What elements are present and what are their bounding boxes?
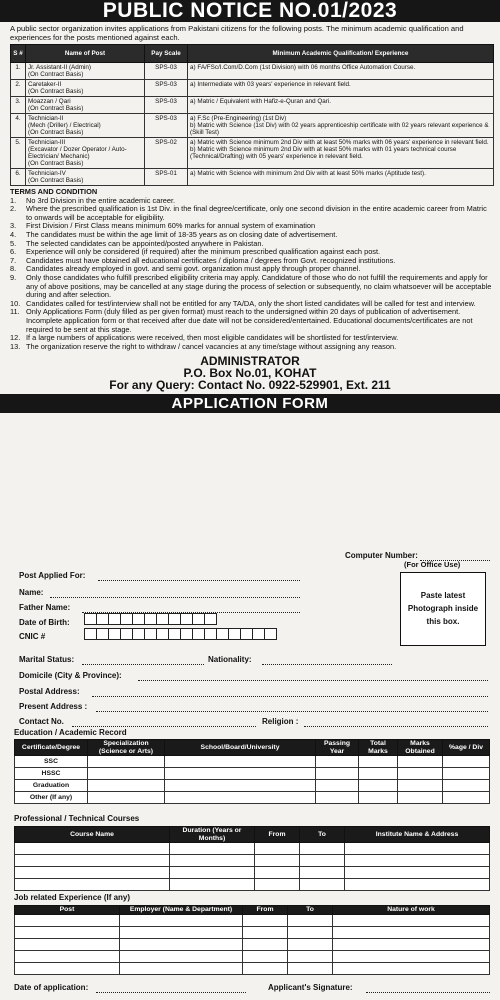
professional-row bbox=[15, 843, 490, 855]
professional-cell[interactable] bbox=[170, 879, 255, 891]
experience-row bbox=[15, 926, 490, 938]
term-item bbox=[10, 205, 494, 222]
experience-cell[interactable] bbox=[333, 962, 490, 974]
term-number: 4. bbox=[10, 229, 17, 239]
professional-cell[interactable] bbox=[15, 843, 170, 855]
professional-cell[interactable] bbox=[15, 855, 170, 867]
col-post: Name of Post bbox=[26, 45, 145, 63]
experience-cell[interactable] bbox=[243, 938, 288, 950]
marital-label: Marital Status: bbox=[19, 655, 75, 664]
education-cell[interactable] bbox=[316, 768, 359, 780]
posts-table bbox=[10, 44, 494, 186]
computer-number-label: Computer Number: bbox=[345, 551, 418, 560]
col-qual: Minimum Academic Qualification/ Experience bbox=[188, 45, 494, 63]
present-field[interactable] bbox=[96, 710, 488, 712]
professional-row bbox=[15, 867, 490, 879]
term-item bbox=[10, 343, 494, 352]
education-row bbox=[15, 792, 490, 804]
experience-row bbox=[15, 950, 490, 962]
religion-field[interactable] bbox=[304, 725, 488, 727]
education-cell[interactable] bbox=[443, 792, 490, 804]
education-cell[interactable] bbox=[88, 780, 165, 792]
post-scale: SPS-03 bbox=[145, 63, 188, 80]
experience-cell[interactable] bbox=[243, 962, 288, 974]
term-number: 11. bbox=[10, 307, 20, 317]
post-applied-field[interactable] bbox=[98, 579, 300, 581]
admin-block bbox=[0, 355, 500, 392]
prof-col-institute: Institute Name & Address bbox=[345, 827, 490, 843]
post-applied-label: Post Applied For: bbox=[19, 571, 86, 580]
term-text: Where the prescribed qualification is 1st Div. in the final degree/certificate, only one second division in the entire academic career from Matric to onwards will be acceptable for eligibility. bbox=[26, 204, 487, 222]
dob-boxes[interactable] bbox=[84, 613, 216, 625]
post-qual: a) Intermediate with 03 years' experience in relevant field. bbox=[188, 80, 494, 97]
edu-col-total: Total Marks bbox=[359, 740, 398, 756]
terms-section bbox=[0, 186, 500, 351]
edu-col-school: School/Board/University bbox=[165, 740, 316, 756]
date-label: Date of application: bbox=[14, 983, 89, 992]
post-sno: 2. bbox=[11, 80, 26, 97]
education-cell[interactable] bbox=[165, 780, 316, 792]
post-row bbox=[11, 80, 494, 97]
prof-col-course: Course Name bbox=[15, 827, 170, 843]
present-label: Present Address : bbox=[19, 702, 88, 711]
professional-row bbox=[15, 855, 490, 867]
exp-col-post: Post bbox=[15, 906, 120, 915]
post-qual: a) Matric / Equivalent with Hafiz-e-Quran and Qari. bbox=[188, 97, 494, 114]
term-text: If a large numbers of applications were received, then most eligible candidates will be shortlisted for test/interview. bbox=[26, 333, 399, 343]
professional-cell[interactable] bbox=[170, 855, 255, 867]
education-row-label: Other (If any) bbox=[15, 792, 88, 804]
col-scale: Pay Scale bbox=[145, 45, 188, 63]
education-cell[interactable] bbox=[165, 768, 316, 780]
date-field[interactable] bbox=[96, 991, 246, 993]
experience-row bbox=[15, 938, 490, 950]
education-row bbox=[15, 780, 490, 792]
cnic-boxes[interactable] bbox=[84, 628, 276, 640]
post-sno: 3. bbox=[11, 97, 26, 114]
post-row bbox=[11, 114, 494, 138]
experience-cell[interactable] bbox=[120, 962, 243, 974]
professional-table bbox=[14, 826, 490, 891]
term-number: 8. bbox=[10, 264, 17, 274]
post-sno: 4. bbox=[11, 114, 26, 138]
name-label: Name: bbox=[19, 588, 44, 597]
signature-label: Applicant's Signature: bbox=[268, 983, 353, 992]
education-cell[interactable] bbox=[316, 792, 359, 804]
term-number: 2. bbox=[10, 204, 17, 214]
professional-cell[interactable] bbox=[300, 843, 345, 855]
professional-cell[interactable] bbox=[255, 867, 300, 879]
professional-cell[interactable] bbox=[255, 843, 300, 855]
nationality-field[interactable] bbox=[262, 663, 392, 665]
experience-cell[interactable] bbox=[15, 962, 120, 974]
post-post: Caretaker-II (On Contract Basis) bbox=[26, 80, 145, 97]
post-sno: 1. bbox=[11, 63, 26, 80]
education-cell[interactable] bbox=[398, 792, 443, 804]
education-row-label: Graduation bbox=[15, 780, 88, 792]
post-scale: SPS-03 bbox=[145, 97, 188, 114]
experience-cell[interactable] bbox=[288, 938, 333, 950]
education-cell[interactable] bbox=[316, 756, 359, 768]
professional-cell[interactable] bbox=[300, 855, 345, 867]
term-number: 13. bbox=[10, 341, 21, 351]
education-cell[interactable] bbox=[88, 756, 165, 768]
education-cell[interactable] bbox=[88, 792, 165, 804]
experience-cell[interactable] bbox=[15, 950, 120, 962]
term-number: 5. bbox=[10, 238, 17, 248]
term-item bbox=[10, 274, 494, 300]
education-row bbox=[15, 768, 490, 780]
experience-cell[interactable] bbox=[15, 926, 120, 938]
experience-cell[interactable] bbox=[288, 926, 333, 938]
post-post: Jr. Assistant-II (Admin) (On Contract Basis) bbox=[26, 63, 145, 80]
education-cell[interactable] bbox=[398, 780, 443, 792]
term-number: 6. bbox=[10, 247, 17, 257]
experience-cell[interactable] bbox=[120, 950, 243, 962]
notice-title: PUBLIC NOTICE NO.01/2023 bbox=[0, 0, 500, 22]
education-table bbox=[14, 739, 490, 804]
professional-cell[interactable] bbox=[255, 855, 300, 867]
experience-cell[interactable] bbox=[333, 914, 490, 926]
term-number: 12. bbox=[10, 333, 21, 343]
edu-col-spec: Specialization (Science or Arts) bbox=[88, 740, 165, 756]
experience-cell[interactable] bbox=[333, 950, 490, 962]
office-use-label: (For Office Use) bbox=[404, 560, 461, 569]
experience-cell[interactable] bbox=[120, 914, 243, 926]
experience-cell[interactable] bbox=[15, 938, 120, 950]
post-qual: a) Matric with Science minimum 2nd Div with at least 50% marks with 06 years' experience in relevant field. b) Matric with Science minimum 2nd Div with at least 50% marks with 01 years technical course (Technical/Drafting) with 05 years' experience in relevant field. bbox=[188, 138, 494, 169]
education-cell[interactable] bbox=[165, 792, 316, 804]
admin-query: For any Query: Contact No. 0922-529901, Ext. 211 bbox=[109, 378, 391, 393]
term-text: No 3rd Division in the entire academic career. bbox=[26, 195, 176, 205]
term-text: Candidates called for test/interview shall not be entitled for any TA/DA, only the short listed candidates will be called for test and interview. bbox=[26, 298, 476, 308]
education-cell[interactable] bbox=[165, 756, 316, 768]
exp-col-employer: Employer (Name & Department) bbox=[120, 906, 243, 915]
post-qual: a) FA/FSc/I.Com/D.Com (1st Division) with 06 months Office Automation Course. bbox=[188, 63, 494, 80]
professional-cell[interactable] bbox=[345, 879, 490, 891]
experience-row bbox=[15, 962, 490, 974]
education-cell[interactable] bbox=[359, 780, 398, 792]
signature-field[interactable] bbox=[366, 991, 490, 993]
nationality-label: Nationality: bbox=[208, 655, 252, 664]
prof-col-duration: Duration (Years or Months) bbox=[170, 827, 255, 843]
form-title: APPLICATION FORM bbox=[0, 394, 500, 413]
education-heading: Education / Academic Record bbox=[14, 728, 127, 737]
experience-table bbox=[14, 905, 490, 975]
experience-cell[interactable] bbox=[288, 914, 333, 926]
professional-cell[interactable] bbox=[15, 867, 170, 879]
professional-cell[interactable] bbox=[300, 867, 345, 879]
post-qual: a) F.Sc (Pre-Engineering) (1st Div) b) Matric with Science (1st Div) with 02 years apprenticeship certificate with 02 years relevant experience & (Skill Test) bbox=[188, 114, 494, 138]
post-qual: a) Matric with Science with minimum 2nd Div with at least 50% marks (Aptitude test). bbox=[188, 169, 494, 186]
term-number: 1. bbox=[10, 195, 17, 205]
experience-cell[interactable] bbox=[243, 926, 288, 938]
term-number: 10. bbox=[10, 298, 21, 308]
photo-box bbox=[400, 572, 486, 646]
post-post: Moazzan / Qari (On Contract Basis) bbox=[26, 97, 145, 114]
post-sno: 5. bbox=[11, 138, 26, 169]
exp-col-from: From bbox=[243, 906, 288, 915]
term-text: Experience will only be considered (if required) after the minimum prescribed qualification against each post. bbox=[26, 247, 381, 257]
professional-cell[interactable] bbox=[345, 867, 490, 879]
education-cell[interactable] bbox=[359, 756, 398, 768]
marital-field[interactable] bbox=[82, 663, 204, 665]
cnic-label: CNIC # bbox=[19, 632, 46, 641]
domicile-label: Domicile (City & Province): bbox=[19, 671, 122, 680]
post-sno: 6. bbox=[11, 169, 26, 186]
term-number: 9. bbox=[10, 272, 17, 282]
edu-col-degree: Certificate/Degree bbox=[15, 740, 88, 756]
post-post: Technician-IV (On Contract Basis) bbox=[26, 169, 145, 186]
post-scale: SPS-03 bbox=[145, 114, 188, 138]
experience-cell[interactable] bbox=[333, 938, 490, 950]
term-text: The organization reserve the right to withdraw / cancel vacancies at any time/stage without assigning any reason. bbox=[26, 341, 397, 351]
edu-col-percent: %age / Div bbox=[443, 740, 490, 756]
dob-label: Date of Birth: bbox=[19, 618, 70, 627]
professional-cell[interactable] bbox=[170, 843, 255, 855]
experience-cell[interactable] bbox=[120, 926, 243, 938]
name-field[interactable] bbox=[50, 596, 300, 598]
education-row-label: HSSC bbox=[15, 768, 88, 780]
education-cell[interactable] bbox=[88, 768, 165, 780]
post-post: Technician-III (Excavator / Dozer Operator / Auto-Electrician/ Mechanic) (On Contract Basis) bbox=[26, 138, 145, 169]
experience-cell[interactable] bbox=[333, 926, 490, 938]
professional-cell[interactable] bbox=[300, 879, 345, 891]
education-cell[interactable] bbox=[398, 756, 443, 768]
experience-heading: Job related Experience (If any) bbox=[14, 893, 131, 902]
post-row bbox=[11, 97, 494, 114]
education-row-label: SSC bbox=[15, 756, 88, 768]
prof-col-from: From bbox=[255, 827, 300, 843]
experience-row bbox=[15, 914, 490, 926]
education-cell[interactable] bbox=[359, 792, 398, 804]
experience-cell[interactable] bbox=[243, 914, 288, 926]
admin-title: ADMINISTRATOR bbox=[200, 354, 300, 369]
exp-col-nature: Nature of work bbox=[333, 906, 490, 915]
exp-col-to: To bbox=[288, 906, 333, 915]
experience-cell[interactable] bbox=[288, 962, 333, 974]
education-cell[interactable] bbox=[359, 768, 398, 780]
postal-label: Postal Address: bbox=[19, 687, 80, 696]
post-scale: SPS-03 bbox=[145, 80, 188, 97]
term-text: The candidates must be within the age limit of 18-35 years as on closing date of advertisement. bbox=[26, 229, 338, 239]
term-number: 3. bbox=[10, 221, 17, 231]
post-row bbox=[11, 63, 494, 80]
education-cell[interactable] bbox=[398, 768, 443, 780]
professional-cell[interactable] bbox=[170, 867, 255, 879]
term-text: Candidates already employed in govt. and semi govt. organization must apply through proper channel. bbox=[26, 264, 361, 274]
edu-col-obtained: Marks Obtained bbox=[398, 740, 443, 756]
post-scale: SPS-01 bbox=[145, 169, 188, 186]
professional-heading: Professional / Technical Courses bbox=[14, 814, 140, 823]
professional-cell[interactable] bbox=[15, 879, 170, 891]
experience-cell[interactable] bbox=[15, 914, 120, 926]
term-text: Only Applications Form (duly filled as per given format) must reach to the undersigned within 20 days of publication of advertisement. Incomplete application form or that received after due date will not be considered/entertained. Educational documents/certificates are not required to be sent at this stage. bbox=[26, 307, 473, 334]
term-text: The selected candidates can be appointed/posted anywhere in Pakistan. bbox=[26, 238, 264, 248]
post-post: Technician-II (Mech (Driller) / Electrical) (On Contract Basis) bbox=[26, 114, 145, 138]
experience-cell[interactable] bbox=[120, 938, 243, 950]
post-row bbox=[11, 169, 494, 186]
post-scale: SPS-02 bbox=[145, 138, 188, 169]
religion-label: Religion : bbox=[262, 717, 299, 726]
professional-cell[interactable] bbox=[345, 855, 490, 867]
photo-text: Paste latest Photograph inside this box. bbox=[407, 591, 479, 626]
term-text: First Division / First Class means minimum 60% marks for annual system of examination bbox=[26, 221, 316, 231]
term-number: 7. bbox=[10, 255, 17, 265]
post-row bbox=[11, 138, 494, 169]
edu-col-year: Passing Year bbox=[316, 740, 359, 756]
terms-heading: TERMS AND CONDITION bbox=[10, 187, 98, 196]
contact-label: Contact No. bbox=[19, 717, 64, 726]
col-sno: S # bbox=[11, 45, 26, 63]
contact-field[interactable] bbox=[72, 725, 256, 727]
education-cell[interactable] bbox=[443, 780, 490, 792]
prof-col-to: To bbox=[300, 827, 345, 843]
postal-field[interactable] bbox=[92, 695, 488, 697]
term-text: Only those candidates who fulfill prescribed eligibility criteria may apply. Candidature of those who do not fulfill the requirements and apply for any of above positions, may be cancelled at any stage during the process of selection or subsequently, no claim whatsoever will be acceptable during and after selection. bbox=[26, 272, 492, 300]
term-text: Candidates must have obtained all educational certificates / diploma / degrees from Govt. recognized institutions. bbox=[26, 255, 396, 265]
professional-row bbox=[15, 879, 490, 891]
experience-cell[interactable] bbox=[288, 950, 333, 962]
admin-address: P.O. Box No.01, KOHAT bbox=[183, 366, 317, 381]
professional-cell[interactable] bbox=[255, 879, 300, 891]
father-name-label: Father Name: bbox=[19, 603, 71, 612]
term-item bbox=[10, 308, 494, 334]
domicile-field[interactable] bbox=[138, 679, 488, 681]
professional-cell[interactable] bbox=[345, 843, 490, 855]
education-cell[interactable] bbox=[443, 768, 490, 780]
education-cell[interactable] bbox=[316, 780, 359, 792]
education-cell[interactable] bbox=[443, 756, 490, 768]
experience-cell[interactable] bbox=[243, 950, 288, 962]
intro-text: A public sector organization invites applications from Pakistani citizens for the following posts. The minimum academic qualification and experiences for the posts mentioned against each. bbox=[10, 24, 464, 42]
education-row bbox=[15, 756, 490, 768]
